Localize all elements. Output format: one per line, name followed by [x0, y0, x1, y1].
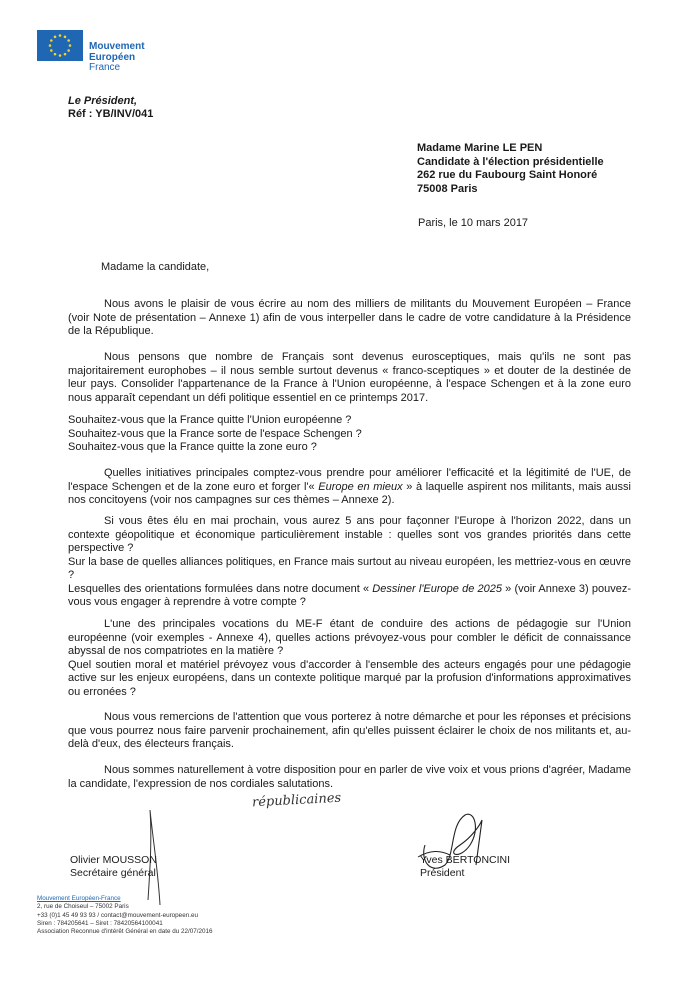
- salutation: Madame la candidate,: [101, 261, 210, 273]
- eu-star: [49, 44, 52, 47]
- paragraph-3: [68, 467, 631, 508]
- questions-block: [68, 414, 631, 455]
- footer: [37, 895, 213, 936]
- footer-association: Association Reconnue d'intérêt Général en date du 22/07/2016: [37, 928, 213, 936]
- question-1: Souhaitez-vous que la France quitte l'Union européenne ?: [68, 414, 352, 426]
- logo-wordmark: [89, 42, 145, 74]
- logo-line2: Européen: [89, 51, 136, 63]
- paragraph-5-b: Quel soutien moral et matériel prévoyez vous d'accorder à l'ensemble des acteurs engagés pour une pédagogie active sur les enjeux européens, dans un contexte politique marqué par la profusion d'informations approximatives ou erronées ?: [68, 658, 631, 698]
- handwritten-note: républicaines: [251, 790, 342, 811]
- logo-line3: France: [89, 62, 121, 73]
- recipient-name: Madame Marine LE PEN: [417, 142, 543, 154]
- footer-siren: Siren : 784205641 – Siret : 78420564100041: [37, 919, 163, 927]
- reference: Réf : YB/INV/041: [68, 108, 154, 120]
- left-signatory: [70, 854, 157, 880]
- p3-part-b: » à laquelle aspirent nos militants, mais aussi nos concitoyens (voir nos campagnes sur ces thèmes – Annexe 2).: [68, 480, 631, 506]
- recipient-street: 262 rue du Faubourg Saint Honoré: [417, 169, 598, 181]
- paragraph-5-a: L'une des principales vocations du ME-F étant de conduire des actions de pédagogie sur l'Union européenne (voir exemples - Annexe 4), quelles actions prévoyez-vous pour combler le déficit de connaissance abyssal de nos compatriotes en la matière ?: [68, 618, 631, 657]
- question-2: Souhaitez-vous que la France sorte de l'espace Schengen ?: [68, 427, 362, 440]
- footer-contact: +33 (0)1 45 49 93 93 / contact@mouvement-europeen.eu: [37, 911, 198, 919]
- paragraph-6-text: Nous vous remercions de l'attention que vous porterez à notre démarche et pour les réponses et précisions que vous pourrez nous faire parvenir prochainement, afin qu'elles puissent éclairer le choix de nos militants et, au-delà d'eux, des électeurs français.: [68, 711, 631, 750]
- right-signatory: [420, 854, 510, 880]
- recipient-block: [417, 142, 604, 196]
- paragraph-1: [68, 298, 631, 339]
- paragraph-6: [68, 711, 631, 752]
- left-signatory-name: Olivier MOUSSON: [70, 854, 157, 866]
- recipient-city: 75008 Paris: [417, 182, 478, 195]
- paragraph-1-text: Nous avons le plaisir de vous écrire au nom des milliers de militants du Mouvement Européen – France (voir Note de présentation – Annexe 1) afin de vous interpeller dans le cadre de votre candidature à la Présidence de la République.: [68, 298, 631, 337]
- paragraph-3-text: [68, 467, 631, 508]
- paragraph-2: [68, 351, 631, 405]
- eu-star: [50, 49, 53, 52]
- left-signatory-title: Secrétaire général: [70, 867, 156, 879]
- logo-line1: Mouvement: [89, 41, 145, 52]
- paragraph-7: [68, 764, 631, 791]
- paragraph-4-b: Sur la base de quelles alliances politiques, en France mais surtout au niveau européen, les mettriez-vous en œuvre ?: [68, 555, 631, 581]
- paragraph-5: [68, 618, 631, 699]
- footer-org-link[interactable]: Mouvement Européen-France: [37, 895, 121, 902]
- p3-emphasis: Europe en mieux: [318, 480, 403, 493]
- paragraph-4-a: Si vous êtes élu en mai prochain, vous aurez 5 ans pour façonner l'Europe à l'horizon 2022, dans un contexte géopolitique et économique particulièrement instable : quelles sont vos grandes priorités dans cette perspective ?: [68, 515, 631, 554]
- eu-stars-icon: [37, 30, 83, 61]
- right-signatory-title: Président: [420, 867, 465, 879]
- eu-star: [50, 39, 53, 42]
- paragraph-7-text: Nous sommes naturellement à votre disposition pour en parler de vive voix et vous prions d'agréer, Madame la candidate, l'expression de nos cordiales salutations.: [68, 764, 631, 790]
- eu-star: [67, 39, 70, 42]
- paragraph-2-text: Nous pensons que nombre de Français sont devenus eurosceptiques, mais qu'ils ne sont pas majoritairement europhobes – il nous semble surtout devenus « franco-sceptiques » et douter de la destinée de leur pays. Consolider l'appartenance de la France à l'Union européenne, à l'espace Schengen et à la zone euro nous apparaît cependant un défi politique essentiel en ce printemps 2017.: [68, 351, 631, 404]
- eu-star: [67, 49, 70, 52]
- eu-star: [64, 53, 67, 56]
- footer-address: 2, rue de Choiseul – 75002 Paris: [37, 903, 129, 911]
- eu-star: [54, 53, 57, 56]
- p3-part-a: Quelles initiatives principales comptez-vous prendre pour améliorer l'efficacité et la légitimité de l'UE, de l'espace Schengen et de la zone euro et forger l'«: [68, 467, 631, 493]
- logo-flag: [37, 30, 83, 61]
- sender-block: [68, 95, 153, 121]
- p4-c-part-1: Lesquelles des orientations formulées dans notre document «: [68, 582, 373, 595]
- eu-star: [59, 54, 62, 57]
- p4-c-part-2: » (voir Annexe 3) pouvez-vous vous engager à reprendre à votre compte ?: [68, 582, 631, 608]
- eu-star: [54, 36, 57, 39]
- paragraph-4: [68, 515, 631, 610]
- question-3: Souhaitez-vous que la France quitte la zone euro ?: [68, 441, 317, 453]
- eu-star: [59, 34, 62, 37]
- recipient-title: Candidate à l'élection présidentielle: [417, 155, 604, 168]
- paragraph-4-c: [68, 583, 631, 610]
- sender-title: Le Président,: [68, 95, 138, 107]
- letter-date: Paris, le 10 mars 2017: [418, 217, 529, 229]
- p4-c-emphasis: Dessiner l'Europe de 2025: [372, 582, 502, 595]
- right-signatory-name: Yves BERTONCINI: [420, 854, 511, 866]
- eu-star: [69, 44, 72, 47]
- eu-star: [64, 36, 67, 39]
